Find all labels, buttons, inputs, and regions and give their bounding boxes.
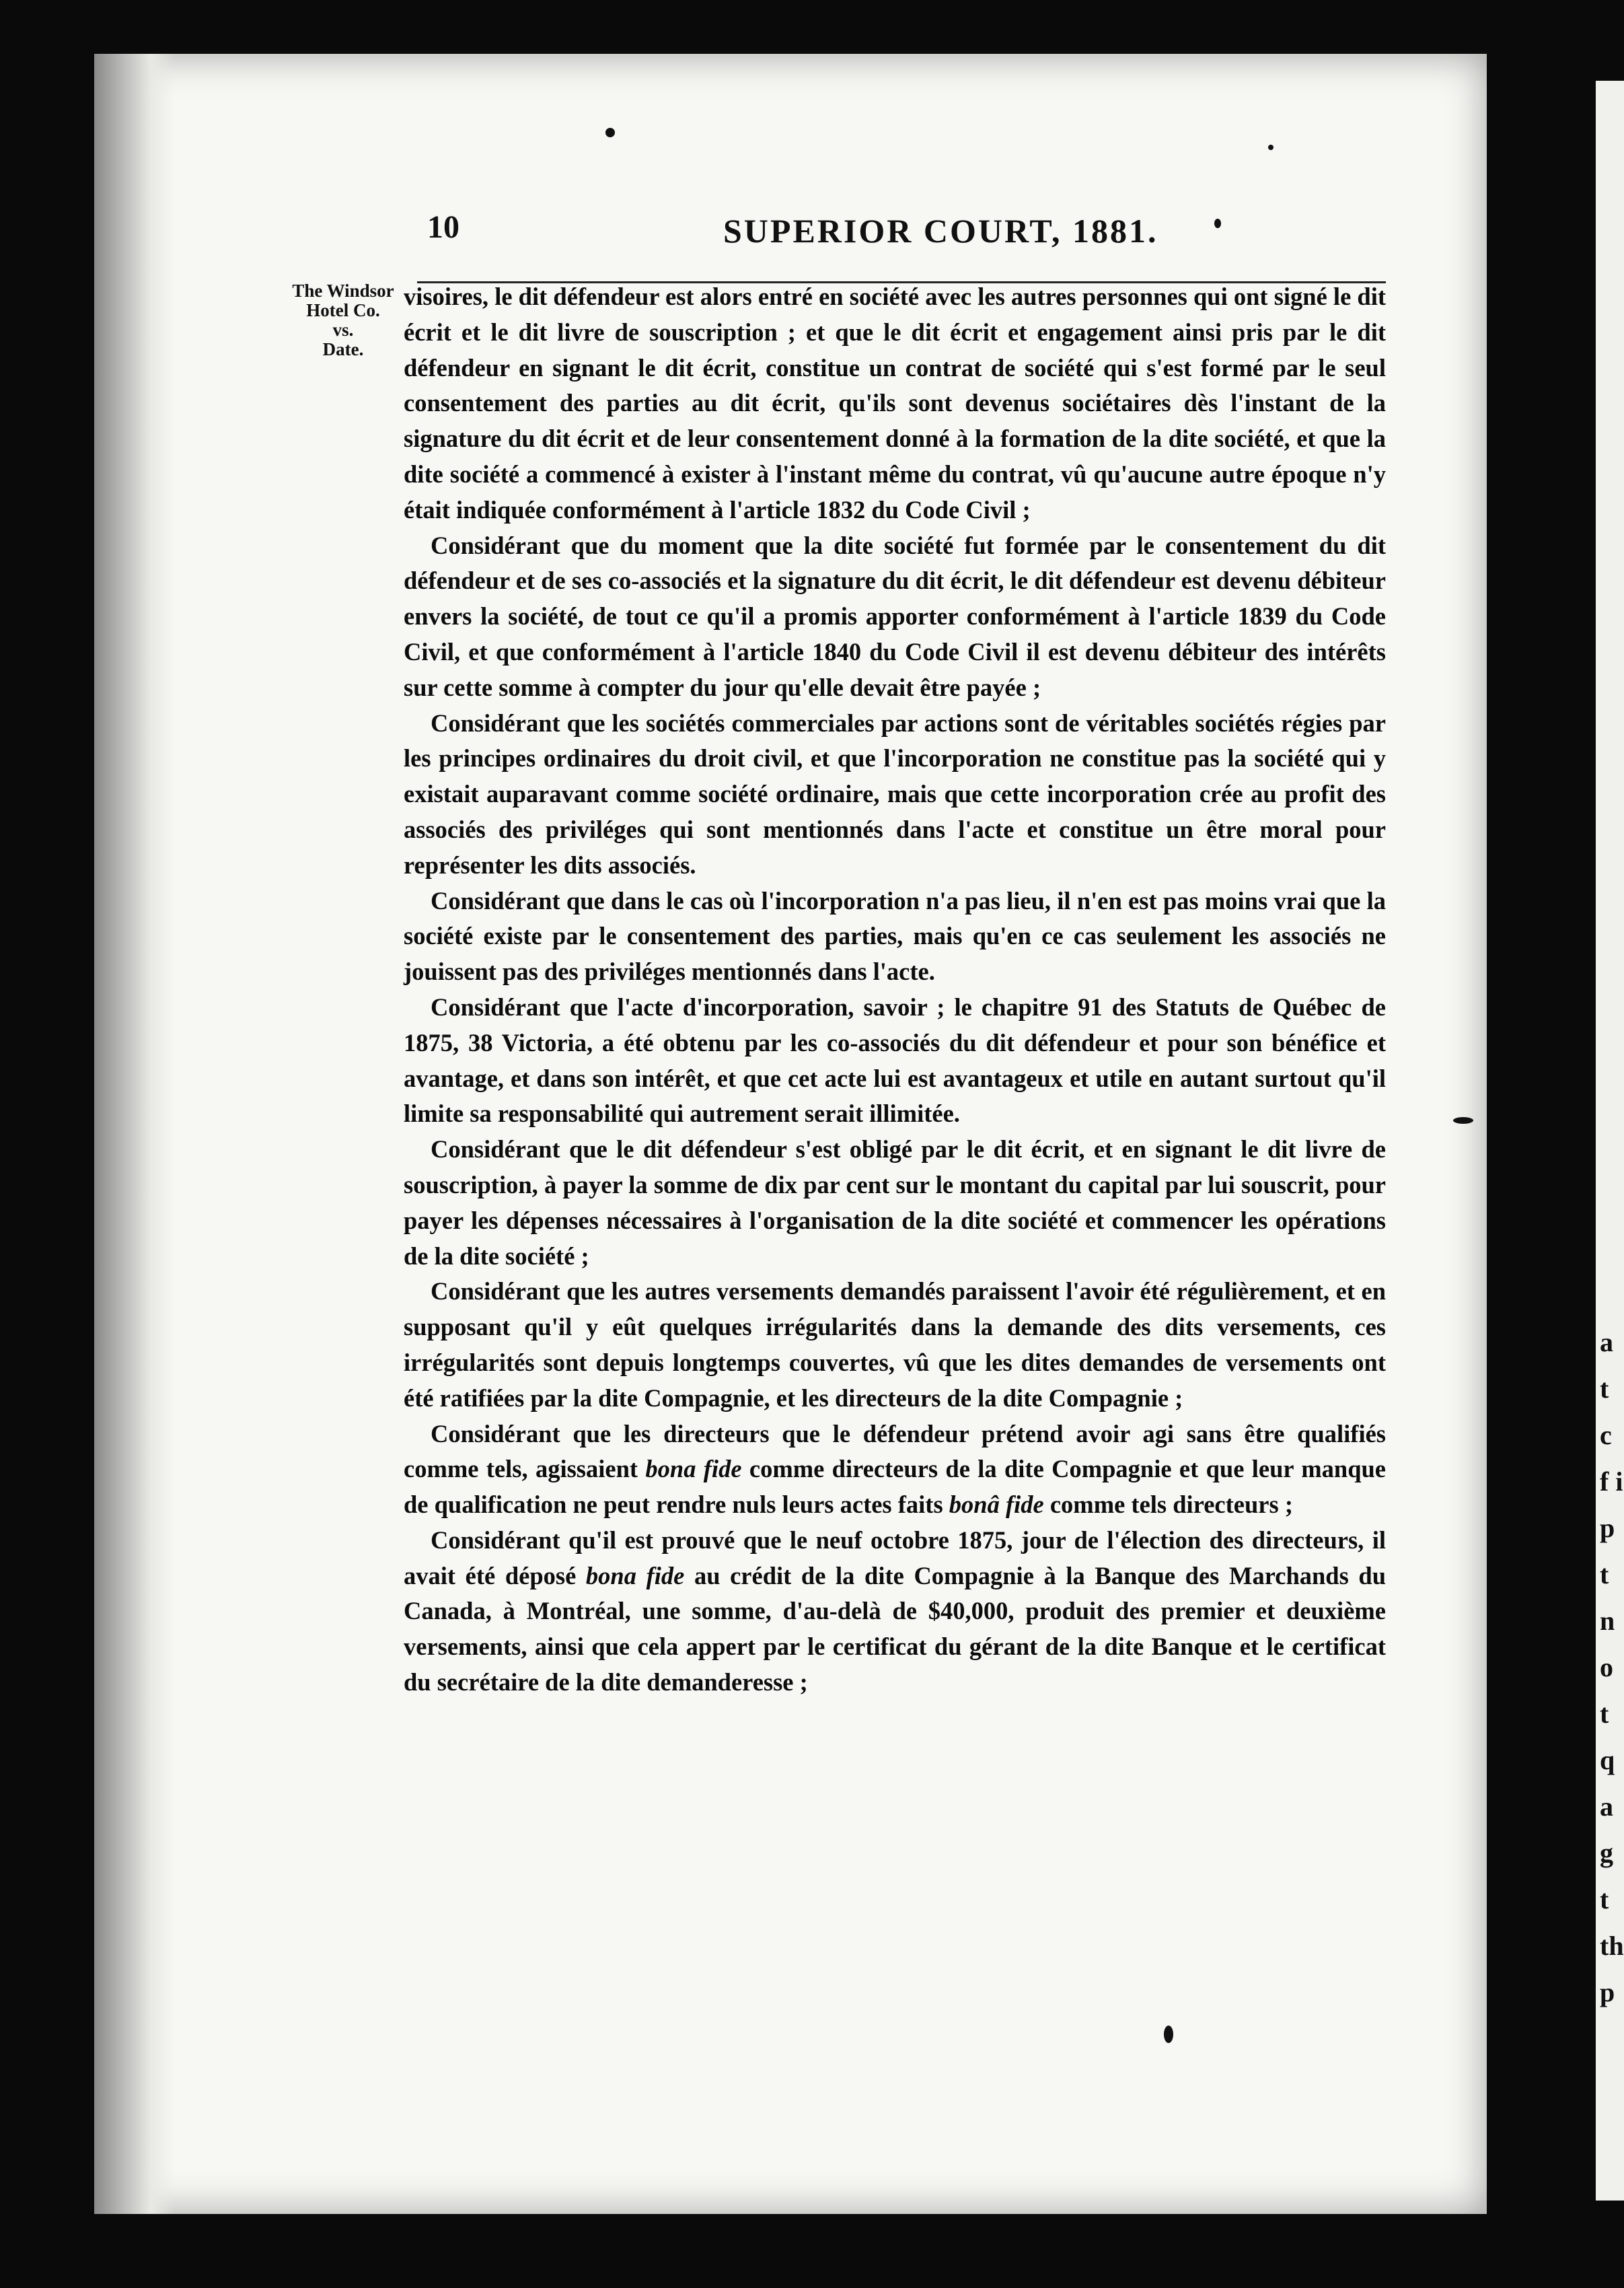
paragraph: Considérant que du moment que la dite société fut formée par le consentement du dit défendeur et de ses co-associés et la signature du dit écrit, le dit défendeur est devenu débiteur envers la société, de tout ce qu'il a promis apporter conformément à l'article 1839 du Code Civil, et que conformément à l'article 1840 du Code Civil il est devenu débiteur des intérêts sur cette somme à compter du jour qu'elle devait être payée ; [404,531,1386,701]
paragraph: Considérant que les sociétés commerciales par actions sont de véritables sociétés régies par les principes ordinaires du droit civil, et que l'incorporation ne constitue pas la société qui y existait auparavant comme société ordinaire, mais que cette incorporation crée au profit des associés des priviléges qui sont mentionnés dans l'acte et constitue un être moral pour représenter les dits associés. [404,709,1386,879]
case-name-line: The Windsor [292,281,394,301]
paragraph: Considérant que dans le cas où l'incorporation n'a pas lieu, il n'en est pas moins vrai que la société existe par le consentement des parties, mais qu'en ce cas seulement les associés ne jouissent pas des priviléges mentionnés dans l'acte. [404,886,1386,986]
scan-speck [1453,1117,1473,1124]
running-head: SUPERIOR COURT, 1881. [723,212,1158,250]
case-name-line: vs. [332,320,354,340]
text-run: comme tels directeurs ; [1043,1491,1293,1519]
page-number: 10 [427,209,459,245]
text-run: comme directeurs de la dite Compagnie et que leur manque de qualification ne peut rendre nuls leurs actes faits [404,1455,1387,1519]
scan-speck [605,128,615,137]
paragraph: Considérant que l'acte d'incorporation, savoir ; le chapitre 91 des Statuts de Québec de 1875, 38 Victoria, a été obtenu par les co-associés du dit défendeur et pour son bénéfice et avantage, et dans son intérêt, et que cet acte lui est avantageux et utile en autant surtout qu'il limite sa responsabilité qui autrement serait illimitée. [404,993,1386,1128]
text-run: Considérant qu'il est prouvé que le neuf octobre 1875, jour de l'élection des directeurs, il avait été déposé [404,1526,1386,1589]
paragraph: Considérant que le dit défendeur s'est obligé par le dit écrit, et en signant le dit livre de souscription, à payer la somme de dix par cent sur le montant du capital par lui souscrit, pour payer les dépenses nécessaires à l'organisation de la dite société et commencer les opérations de la dite société ; [404,1135,1386,1270]
paragraph [404,1417,1386,1523]
italic-run: bona fide [645,1455,742,1483]
text-run: Considérant que les directeurs que le défendeur prétend avoir agi sans être qualifiés comme tels, agissaient [404,1419,1386,1483]
scan-speck [1214,219,1221,228]
page-header [390,202,1386,262]
case-margin-note [269,281,417,359]
paragraph: Considérant que les autres versements demandés paraissent l'avoir été régulièrement, et en supposant qu'il y eût quelques irrégularités dans la demande des dits versements, ces irrégularités sont depuis longtemps couvertes, vû que les dites demandes de versements ont été ratifiées par la dite Compagnie, et les directeurs de la dite Compagnie ; [404,1277,1386,1412]
adjacent-page-fragment: a t c f i p t n o t q a g t th p [1600,1327,1624,2007]
paragraph: visoires, le dit défendeur est alors entré en société avec les autres personnes qui ont signé le dit écrit et le dit livre de souscription ; et que le dit écrit et engagement ainsi pris par le dit défendeur en signant le dit écrit, constitue un contrat de société qui s'est formé par le seul consentement des parties au dit écrit, qu'ils sont devenus sociétaires dès l'instant de la signature du dit écrit et de leur consentement donné à la formation de la dite société, et que la dite société a commencé à exister à l'instant même du contrat, vû qu'aucune autre époque n'y était indiquée conformément à l'article 1832 du Code Civil ; [404,283,1386,524]
case-name-line: Date. [322,339,364,359]
text-run: au crédit de la dite Compagnie à la Banque des Marchands du Canada, à Montréal, une somme, d'au-delà de $40,000, produit des premier et deuxième versements, ainsi que cela appert par le certificat du gérant de la dite Banque et le certificat du secrétaire de la dite demanderesse ; [404,1561,1387,1696]
scan-speck [1164,2026,1173,2043]
case-name-line: Hotel Co. [306,300,380,320]
italic-run: bona fide [585,1561,685,1589]
scan-speck [1268,145,1274,150]
italic-run: bonâ fide [949,1491,1044,1519]
paragraph [404,1523,1386,1701]
body-text [404,279,1386,1701]
